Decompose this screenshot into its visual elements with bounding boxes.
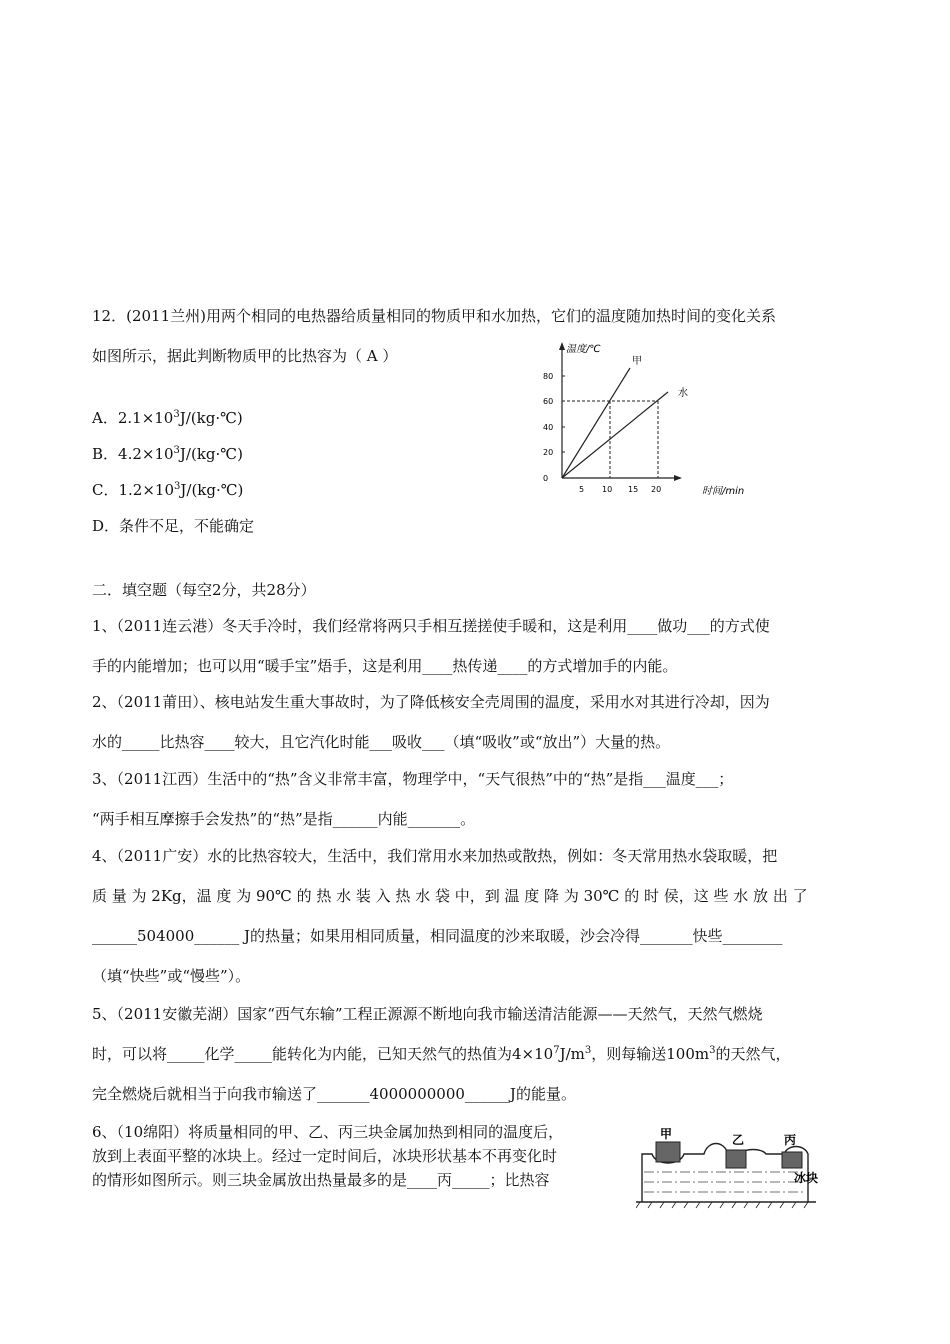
q6-line1: 6、（10绵阳）将质量相同的甲、乙、丙三块金属加热到相同的温度后， [92, 1123, 564, 1141]
label-jia: 甲 [660, 1127, 673, 1141]
q12-choice-c: C．$1.2\times 10^3J/(kg\cdot℃)$ [92, 481, 244, 499]
metal-block-bing [782, 1152, 802, 1168]
metal-block-jia [656, 1142, 680, 1162]
label-bing: 丙 [784, 1133, 797, 1147]
section2-title: 二．填空题（每空2分，共28分） [92, 581, 316, 599]
series-water-label: 水 [678, 388, 688, 399]
q12-stem-line2: 如图所示，据此判断物质甲的比热容为（ A ） [92, 347, 398, 365]
q2-line1: 2、（2011莆田）、核电站发生重大事故时，为了降低核安全壳周围的温度，采用水对其进行冷却，因为 [92, 693, 770, 711]
x-tick-10: 10 [602, 485, 613, 494]
x-tick-5: 5 [579, 485, 585, 494]
x-axis-label: 时间/min [702, 486, 745, 497]
x-axis-arrow [674, 475, 682, 481]
x-tick-20: 20 [651, 485, 662, 494]
q12-choice-d: D．条件不足，不能确定 [92, 517, 255, 535]
q4-line4: （填“快些”或“慢些”）。 [92, 967, 251, 985]
label-yi: 乙 [732, 1133, 745, 1147]
y-tick-60: 60 [543, 397, 554, 406]
metal-block-yi [726, 1150, 746, 1168]
label-ice: 冰块 [794, 1171, 819, 1185]
q1-line2: 手的内能增加；也可以用“暖手宝”焐手，这是利用____热传递____的方式增加手的内能。 [92, 657, 678, 675]
q6-ice-figure [636, 1120, 826, 1212]
q12-choice-a: A．$2.1\times 10^3J/(kg\cdot℃)$ [92, 409, 243, 427]
q5-line1: 5、（2011安徽芜湖）国家“西气东输”工程正源源不断地向我市输送清洁能源——天然气，天然气燃烧 [92, 1005, 763, 1023]
series-water-line [562, 392, 668, 478]
y-axis-label: 温度/℃ [566, 344, 601, 355]
q6-line3: 的情形如图所示。则三块金属放出热量最多的是____丙_____；比热容 [92, 1171, 550, 1189]
q12-temperature-graph [536, 340, 768, 500]
y-tick-0: 0 [543, 474, 549, 483]
q12-stem-line1: 12．(2011兰州)用两个相同的电热器给质量相同的物质甲和水加热，它们的温度随加热时间的变化关系 [92, 307, 776, 325]
x-tick-15: 15 [628, 485, 639, 494]
q4-line2: 质 量 为 2Kg，温 度 为 90℃ 的 热 水 装 入 热 水 袋 中，到 温 度 降 为 30℃ 的 时 侯，这 些 水 放 出 了 [92, 887, 808, 905]
q12-choice-b: B．$4.2\times 10^3J/(kg\cdot℃)$ [92, 445, 243, 463]
y-tick-40: 40 [543, 423, 554, 432]
q3-line1: 3、（2011江西）生活中的“热”含义非常丰富，物理学中，“天气很热”中的“热”是指___温度___； [92, 770, 734, 788]
q1-line1: 1、（2011连云港）冬天手冷时，我们经常将两只手相互搓搓使手暖和，这是利用____做功___的方式使 [92, 617, 770, 635]
q4-line1: 4、（2011广安）水的比热容较大，生活中，我们常用水来加热或散热，例如：冬天常用热水袋取暖，把 [92, 847, 778, 865]
q3-line2: “两手相互摩擦手会发热”的“热”是指______内能_______。 [92, 810, 476, 828]
q2-line2: 水的_____比热容____较大，且它汽化时能___吸收___（填“吸收”或“放出”）大量的热。 [92, 733, 671, 751]
series-jia-label: 甲 [632, 356, 642, 367]
y-tick-20: 20 [543, 448, 554, 457]
y-axis-arrow [559, 342, 565, 350]
series-jia-line [562, 368, 630, 478]
q6-line2: 放到上表面平整的冰块上。经过一定时间后，冰块形状基本不再变化时 [92, 1147, 558, 1165]
q4-line3: ______504000______ J的热量；如果用相同质量，相同温度的沙来取暖，沙会冷得_______快些________ [92, 927, 783, 945]
y-tick-80: 80 [543, 372, 554, 381]
q5-line2: 时，可以将_____化学_____能转化为内能，已知天然气的热值为$4\times 10^7J/m^3$，则每输送$100m^3$的天然气， [92, 1045, 791, 1063]
q5-line3: 完全燃烧后就相当于向我市输送了_______4000000000______J的能量。 [92, 1085, 576, 1103]
